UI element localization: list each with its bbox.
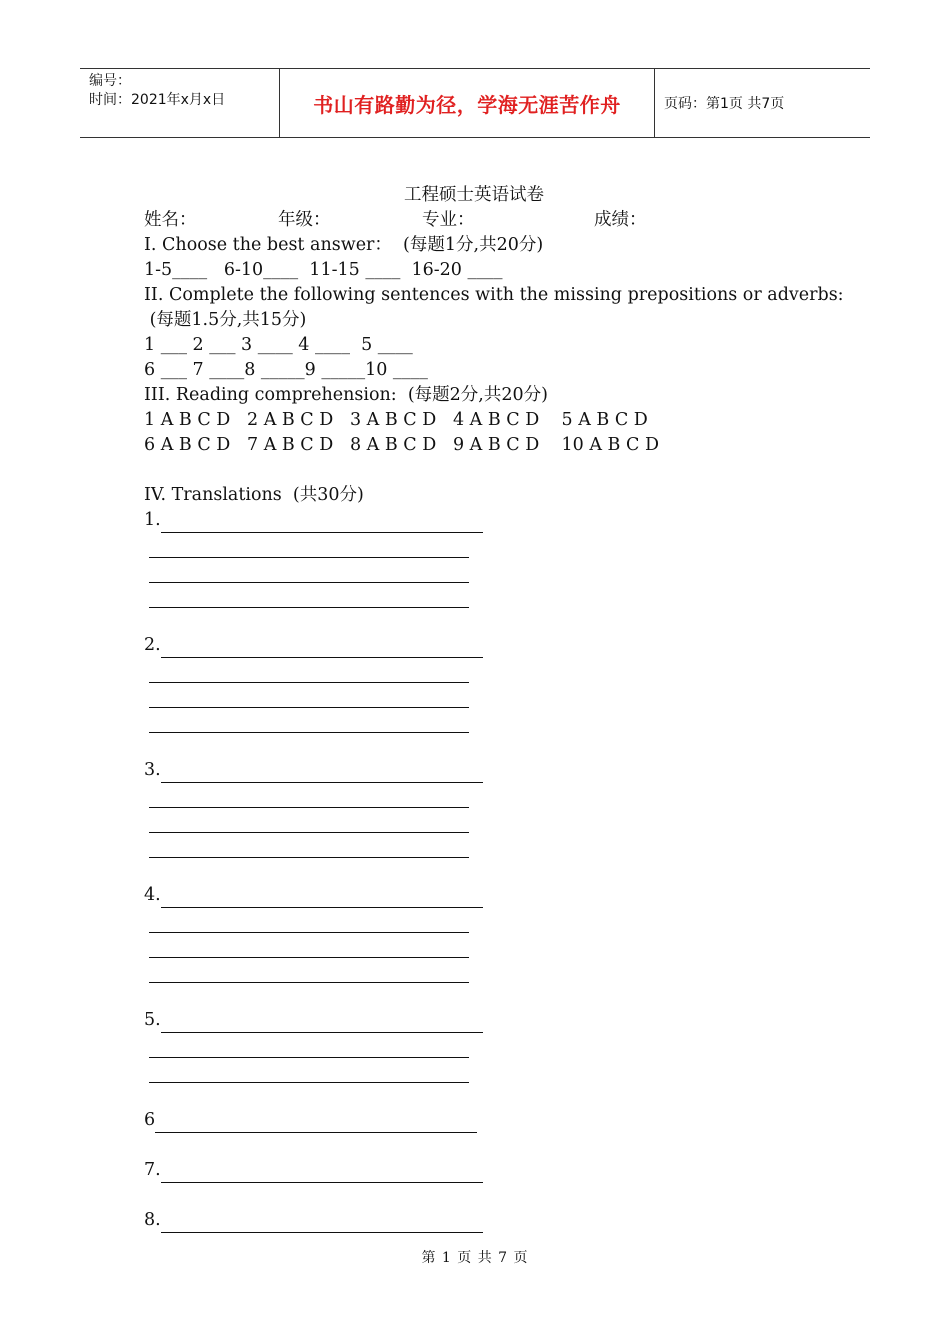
section2-title: II. Complete the following sentences with the missing prepositions or adverbs: <box>144 285 844 305</box>
answer-underline[interactable] <box>149 833 469 858</box>
header-meta <box>80 69 280 137</box>
translation-item <box>144 633 864 733</box>
answer-underline[interactable] <box>149 908 469 933</box>
section4-title: IV. Translations (共30分) <box>144 485 364 505</box>
translation-number: 1. <box>144 510 161 530</box>
answer-underline[interactable] <box>161 764 483 783</box>
translation-list <box>144 508 864 1233</box>
answer-underline[interactable] <box>149 658 469 683</box>
translation-item <box>144 1008 864 1083</box>
section3-choice-row: 6 A B C D 7 A B C D 8 A B C D 9 A B C D 10 A B C D <box>144 435 659 455</box>
section1-title: I. Choose the best answer： (每题1分,共20分) <box>144 235 544 255</box>
translation-number: 2. <box>144 635 161 655</box>
translation-item <box>144 508 864 608</box>
grade-label: 年级： <box>278 210 331 230</box>
answer-underline[interactable] <box>149 583 469 608</box>
translation-first-line <box>144 1208 864 1233</box>
answer-underline[interactable] <box>161 1014 483 1033</box>
answer-underline[interactable] <box>161 1164 483 1183</box>
section2-answer-row: 6 ___ 7 ____8 _____9 _____10 ____ <box>144 360 428 380</box>
translation-first-line <box>144 1108 864 1133</box>
header-page-label: 页码：第1页 共7页 <box>664 96 785 112</box>
section2-answer-row: 1 ___ 2 ___ 3 ____ 4 ____ 5 ____ <box>144 335 413 355</box>
exam-sheet <box>144 183 864 1258</box>
translation-item <box>144 1108 864 1133</box>
major-label: 专业： <box>422 210 475 230</box>
section1-answer-blanks: 1-5____ 6-10____ 11-15 ____ 16-20 ____ <box>144 260 503 280</box>
translation-number: 6 <box>144 1110 156 1130</box>
answer-underline[interactable] <box>149 558 469 583</box>
translation-number: 7. <box>144 1160 161 1180</box>
translation-first-line <box>144 508 864 533</box>
translation-number: 4. <box>144 885 161 905</box>
translation-number: 3. <box>144 760 161 780</box>
answer-underline[interactable] <box>149 1033 469 1058</box>
translation-item <box>144 1158 864 1183</box>
exam-title: 工程硕士英语试卷 <box>404 185 544 205</box>
translation-first-line <box>144 758 864 783</box>
translation-number: 8. <box>144 1210 161 1230</box>
section3-choice-row: 1 A B C D 2 A B C D 3 A B C D 4 A B C D 5 A B C D <box>144 410 648 430</box>
answer-underline[interactable] <box>155 1114 477 1133</box>
translation-first-line <box>144 1008 864 1033</box>
translation-item <box>144 1208 864 1233</box>
answer-underline[interactable] <box>161 889 483 908</box>
header-motto: 书山有路勤为径，学海无涯苦作舟 <box>280 69 655 137</box>
answer-underline[interactable] <box>149 783 469 808</box>
translation-first-line <box>144 633 864 658</box>
translation-item <box>144 883 864 983</box>
student-info-row <box>144 208 864 233</box>
answer-underline[interactable] <box>161 514 483 533</box>
answer-underline[interactable] <box>161 639 483 658</box>
answer-underline[interactable] <box>149 958 469 983</box>
answer-underline[interactable] <box>149 683 469 708</box>
translation-first-line <box>144 883 864 908</box>
score-label: 成绩： <box>594 210 647 230</box>
name-label: 姓名： <box>144 210 197 230</box>
section2-points: (每题1.5分,共15分) <box>144 310 307 330</box>
answer-underline[interactable] <box>149 808 469 833</box>
page-footer: 第 1 页 共 7 页 <box>421 1250 529 1266</box>
spacer <box>144 458 864 483</box>
number-label: 编号： <box>89 73 131 89</box>
section3-title: III. Reading comprehension: (每题2分,共20分) <box>144 385 548 405</box>
answer-underline[interactable] <box>149 708 469 733</box>
translation-number: 5. <box>144 1010 161 1030</box>
answer-underline[interactable] <box>149 933 469 958</box>
date-label: 时间：2021年x月x日 <box>89 92 226 108</box>
translation-first-line <box>144 1158 864 1183</box>
translation-item <box>144 758 864 858</box>
page-header <box>80 68 870 138</box>
answer-underline[interactable] <box>149 1058 469 1083</box>
answer-underline[interactable] <box>161 1214 483 1233</box>
answer-underline[interactable] <box>149 533 469 558</box>
